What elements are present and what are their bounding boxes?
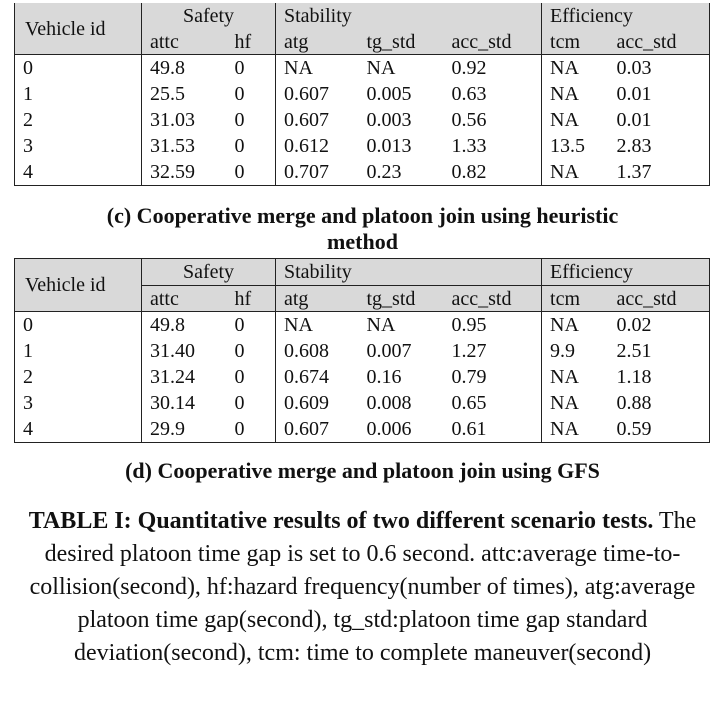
- cell-hf: 0: [227, 107, 276, 133]
- cell-acc-std: 0.95: [444, 312, 542, 339]
- header-col-attc: attc: [142, 286, 227, 312]
- table-row: [15, 390, 710, 416]
- header-col-tg-std: tg_std: [359, 29, 444, 55]
- cell-hf: 0: [227, 312, 276, 339]
- cell-acc-std: 1.33: [444, 133, 542, 159]
- header-col-hf: hf: [227, 29, 276, 55]
- cell-acc-std-eff: 1.18: [609, 364, 710, 390]
- cell-acc-std: 0.92: [444, 55, 542, 82]
- cell-atg: 0.607: [276, 416, 359, 443]
- cell-atg: 0.674: [284, 366, 329, 388]
- cell-tg-std: 0.003: [366, 109, 412, 131]
- table-row: [15, 55, 710, 82]
- header-col-atg: atg: [276, 286, 359, 312]
- cell-attc: 31.53: [150, 135, 195, 157]
- cell-tcm: 13.5: [550, 135, 586, 157]
- cell-acc-std: 0.82: [444, 159, 542, 186]
- cell-vehicle-id: 4: [15, 416, 142, 443]
- cell-attc: 30.14: [150, 392, 195, 414]
- cell-tg-std: NA: [366, 314, 396, 336]
- cell-tcm: NA: [550, 366, 579, 388]
- cell-tg-std: 0.23: [359, 159, 444, 186]
- cell-attc: 49.8: [150, 57, 185, 79]
- cell-tcm: NA: [550, 392, 579, 414]
- cell-tg-std: 0.006: [359, 416, 444, 443]
- table-row: [15, 133, 710, 159]
- header-col-tg-std: tg_std: [359, 286, 444, 312]
- cell-attc: 29.9: [142, 416, 227, 443]
- cell-vehicle-id: 3: [15, 390, 142, 416]
- table-caption: [0, 505, 725, 670]
- results-table-gfs: [14, 258, 710, 443]
- cell-acc-std-eff: 1.37: [609, 159, 710, 186]
- cell-attc: 31.40: [150, 340, 195, 362]
- table-row: [15, 312, 710, 339]
- cell-acc-std-eff: 0.01: [609, 81, 710, 107]
- cell-hf: 0: [227, 55, 276, 82]
- cell-acc-std-eff: 0.02: [609, 312, 710, 339]
- cell-attc: 25.5: [150, 83, 185, 105]
- cell-tg-std: 0.16: [366, 366, 402, 388]
- cell-vehicle-id: 2: [15, 107, 142, 133]
- header-group-stability: Stability: [276, 259, 542, 286]
- table-row: [15, 81, 710, 107]
- cell-acc-std: 0.79: [444, 364, 542, 390]
- cell-tcm: 9.9: [550, 340, 576, 362]
- cell-tcm: NA: [550, 109, 579, 131]
- cell-hf: 0: [227, 81, 276, 107]
- cell-vehicle-id: 1: [15, 338, 142, 364]
- cell-vehicle-id: 0: [15, 55, 142, 82]
- header-col-attc: attc: [142, 29, 227, 55]
- table-row: [15, 107, 710, 133]
- cell-attc: 32.59: [142, 159, 227, 186]
- header-col-hf: hf: [227, 286, 276, 312]
- cell-acc-std-eff: 2.51: [609, 338, 710, 364]
- cell-attc: 49.8: [150, 314, 185, 336]
- cell-hf: 0: [227, 159, 276, 186]
- header-group-stability: Stability: [276, 3, 542, 29]
- cell-vehicle-id: 3: [15, 133, 142, 159]
- cell-atg: NA: [284, 57, 313, 79]
- table-row: [15, 416, 710, 443]
- header-group-safety: Safety: [142, 3, 276, 29]
- header-col-acc-std: acc_std: [444, 29, 542, 55]
- cell-hf: 0: [227, 133, 276, 159]
- cell-attc: 31.03: [150, 109, 195, 131]
- cell-atg: 0.607: [284, 109, 329, 131]
- header-group-safety: Safety: [142, 259, 276, 286]
- subtable-caption-heuristic: (c) Cooperative merge and platoon join using heuristic method: [106, 203, 619, 254]
- cell-atg: 0.612: [284, 135, 329, 157]
- cell-tg-std: 0.007: [366, 340, 412, 362]
- cell-atg: 0.607: [284, 83, 329, 105]
- table-row: [15, 364, 710, 390]
- cell-atg: 0.707: [276, 159, 359, 186]
- cell-hf: 0: [227, 390, 276, 416]
- table-caption-label: TABLE I: Quantitative results of two different scenario tests.: [28, 508, 654, 534]
- table-caption-text: The desired platoon time gap is set to 0.6 second. attc:average time-to-collision(second), hf:hazard frequency(number of times), atg:average platoon time gap(second), tg_std:platoon time gap standard deviation(second), tcm: time to complete maneuver(second): [29, 508, 697, 666]
- cell-vehicle-id: 0: [15, 312, 142, 339]
- cell-vehicle-id: 2: [15, 364, 142, 390]
- cell-tg-std: 0.013: [366, 135, 412, 157]
- table-row: [15, 338, 710, 364]
- cell-acc-std: 0.61: [444, 416, 542, 443]
- cell-tg-std: 0.008: [366, 392, 412, 414]
- cell-atg: 0.608: [284, 340, 329, 362]
- cell-vehicle-id: 1: [15, 81, 142, 107]
- cell-attc: 31.24: [150, 366, 195, 388]
- header-col-tcm: tcm: [542, 29, 609, 55]
- cell-tcm: NA: [542, 416, 609, 443]
- cell-acc-std-eff: 0.01: [609, 107, 710, 133]
- header-vehicle-id: Vehicle id: [15, 259, 142, 312]
- header-col-acc-std: acc_std: [444, 286, 542, 312]
- cell-acc-std-eff: 0.59: [609, 416, 710, 443]
- cell-tcm: NA: [550, 57, 579, 79]
- table-row: [15, 159, 710, 186]
- cell-vehicle-id: 4: [15, 159, 142, 186]
- cell-hf: 0: [227, 364, 276, 390]
- header-group-efficiency: Efficiency: [542, 259, 710, 286]
- header-col-acc-std-eff: acc_std: [609, 286, 710, 312]
- cell-tg-std: NA: [366, 57, 396, 79]
- header-col-acc-std-eff: acc_std: [609, 29, 710, 55]
- cell-acc-std: 0.63: [444, 81, 542, 107]
- header-group-efficiency: Efficiency: [542, 3, 710, 29]
- results-table-heuristic: [14, 3, 710, 186]
- cell-acc-std: 0.65: [444, 390, 542, 416]
- cell-acc-std: 1.27: [444, 338, 542, 364]
- cell-hf: 0: [227, 416, 276, 443]
- cell-tcm: NA: [542, 159, 609, 186]
- header-col-atg: atg: [276, 29, 359, 55]
- cell-tcm: NA: [550, 314, 579, 336]
- cell-acc-std-eff: 0.88: [609, 390, 710, 416]
- header-col-tcm: tcm: [542, 286, 609, 312]
- cell-tg-std: 0.005: [366, 83, 412, 105]
- cell-acc-std: 0.56: [444, 107, 542, 133]
- cell-acc-std-eff: 2.83: [609, 133, 710, 159]
- cell-acc-std-eff: 0.03: [609, 55, 710, 82]
- cell-hf: 0: [227, 338, 276, 364]
- subtable-caption-gfs: (d) Cooperative merge and platoon join using GFS: [125, 458, 600, 483]
- cell-atg: NA: [284, 314, 313, 336]
- cell-tcm: NA: [550, 83, 579, 105]
- header-vehicle-id: Vehicle id: [15, 3, 142, 55]
- cell-atg: 0.609: [284, 392, 329, 414]
